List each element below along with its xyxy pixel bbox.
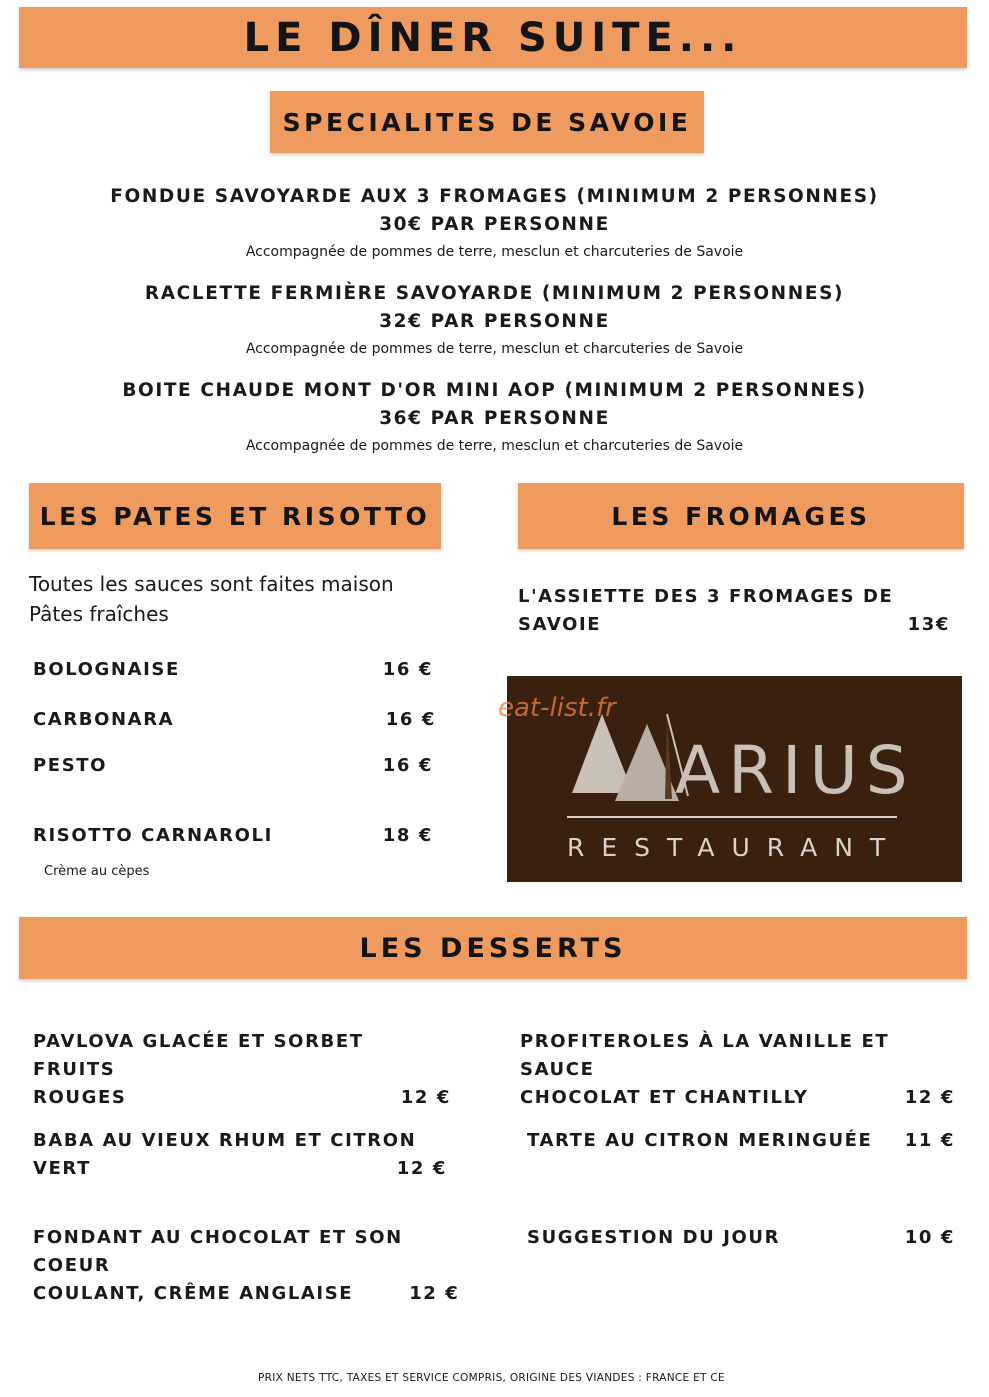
savoie-item-price: 32€ PAR PERSONNE bbox=[379, 311, 610, 332]
pates-item-name: BOLOGNAISE bbox=[33, 659, 180, 680]
dessert-item-name: COULANT, CRÊME ANGLAISE bbox=[33, 1283, 354, 1304]
pates-item-name: CARBONARA bbox=[33, 709, 175, 730]
pates-item-price: 16 € bbox=[382, 659, 433, 680]
dessert-item-price: 11 € bbox=[904, 1130, 955, 1151]
dessert-item-price: 12 € bbox=[396, 1158, 447, 1179]
watermark: eat-list.fr bbox=[498, 693, 616, 723]
dessert-item-name: ROUGES bbox=[33, 1087, 127, 1108]
pates-item bbox=[33, 709, 436, 730]
dessert-item-price: 12 € bbox=[400, 1087, 451, 1108]
dessert-item bbox=[527, 1224, 955, 1252]
dessert-item-name: CHOCOLAT ET CHANTILLY bbox=[520, 1087, 809, 1108]
pates-item-price: 18 € bbox=[382, 825, 433, 846]
fromages-section-band bbox=[518, 483, 964, 549]
pates-item bbox=[33, 825, 433, 846]
logo-brand: ARIUS bbox=[675, 732, 916, 809]
pates-intro bbox=[29, 569, 394, 629]
pates-item-price: 16 € bbox=[382, 755, 433, 776]
dessert-item-name: BABA AU VIEUX RHUM ET CITRON bbox=[33, 1130, 417, 1151]
fromages-item-name: SAVOIE bbox=[518, 614, 602, 635]
savoie-item bbox=[0, 183, 989, 262]
savoie-item bbox=[0, 280, 989, 359]
pates-item-price: 16 € bbox=[385, 709, 436, 730]
savoie-item-desc: Accompagnée de pommes de terre, mesclun et charcuteries de Savoie bbox=[245, 341, 744, 357]
savoie-section-title: SPECIALITES DE SAVOIE bbox=[282, 107, 692, 137]
pates-intro-line: Toutes les sauces sont faites maison bbox=[29, 572, 394, 596]
savoie-item-name: FONDUE SAVOYARDE AUX 3 FROMAGES (MINIMUM 2 PERSONNES) bbox=[110, 186, 879, 207]
fromages-section-title: LES FROMAGES bbox=[611, 501, 871, 531]
dessert-item bbox=[527, 1127, 955, 1155]
dessert-item-name: PAVLOVA GLACÉE ET SORBET FRUITS bbox=[33, 1031, 364, 1080]
dessert-item-name: VERT bbox=[33, 1158, 91, 1179]
pates-section-title: LES PATES ET RISOTTO bbox=[39, 501, 431, 531]
dessert-item-name: SUGGESTION DU JOUR bbox=[527, 1227, 781, 1248]
savoie-item-name: BOITE CHAUDE MONT D'OR MINI AOP (MINIMUM 2 PERSONNES) bbox=[122, 380, 867, 401]
pates-intro-line: Pâtes fraîches bbox=[29, 602, 169, 626]
pates-item-name: PESTO bbox=[33, 755, 108, 776]
dessert-item-name: FONDANT AU CHOCOLAT ET SON COEUR bbox=[33, 1227, 403, 1276]
dessert-item-name: PROFITEROLES À LA VANILLE ET SAUCE bbox=[520, 1031, 890, 1080]
dessert-item bbox=[33, 1127, 451, 1183]
savoie-item-price: 36€ PAR PERSONNE bbox=[379, 408, 610, 429]
savoie-item-desc: Accompagnée de pommes de terre, mesclun et charcuteries de Savoie bbox=[245, 244, 744, 260]
desserts-section-title: LES DESSERTS bbox=[359, 932, 627, 964]
pates-item-name: RISOTTO CARNAROLI bbox=[33, 825, 273, 846]
savoie-item-name: RACLETTE FERMIÈRE SAVOYARDE (MINIMUM 2 PERSONNES) bbox=[144, 283, 845, 304]
savoie-section-band bbox=[270, 91, 704, 153]
dessert-item bbox=[33, 1028, 451, 1112]
header-band bbox=[19, 7, 967, 68]
desserts-section-band bbox=[19, 917, 967, 979]
dessert-item-price: 10 € bbox=[904, 1227, 955, 1248]
pates-item bbox=[33, 755, 433, 776]
pates-section-band bbox=[29, 483, 441, 549]
savoie-item-desc: Accompagnée de pommes de terre, mesclun et charcuteries de Savoie bbox=[245, 438, 744, 454]
dessert-item-name: TARTE AU CITRON MERINGUÉE bbox=[527, 1130, 873, 1151]
dessert-item bbox=[520, 1028, 960, 1112]
dessert-item bbox=[33, 1224, 479, 1308]
fromages-item bbox=[518, 583, 950, 639]
fromages-item-name: L'ASSIETTE DES 3 FROMAGES DE bbox=[518, 586, 894, 607]
risotto-note: Crème au cèpes bbox=[44, 864, 150, 879]
footer-note: PRIX NETS TTC, TAXES ET SERVICE COMPRIS, ORIGINE DES VIANDES : FRANCE ET CE bbox=[258, 1372, 725, 1384]
pates-item bbox=[33, 659, 433, 680]
page-title: LE DÎNER SUITE... bbox=[243, 14, 743, 61]
dessert-item-price: 12 € bbox=[904, 1087, 955, 1108]
dessert-item-price: 12 € bbox=[409, 1283, 460, 1304]
savoie-item bbox=[0, 377, 989, 456]
savoie-item-price: 30€ PAR PERSONNE bbox=[379, 214, 610, 235]
fromages-item-price: 13€ bbox=[907, 614, 950, 635]
logo-subtitle: RESTAURANT bbox=[567, 833, 903, 862]
